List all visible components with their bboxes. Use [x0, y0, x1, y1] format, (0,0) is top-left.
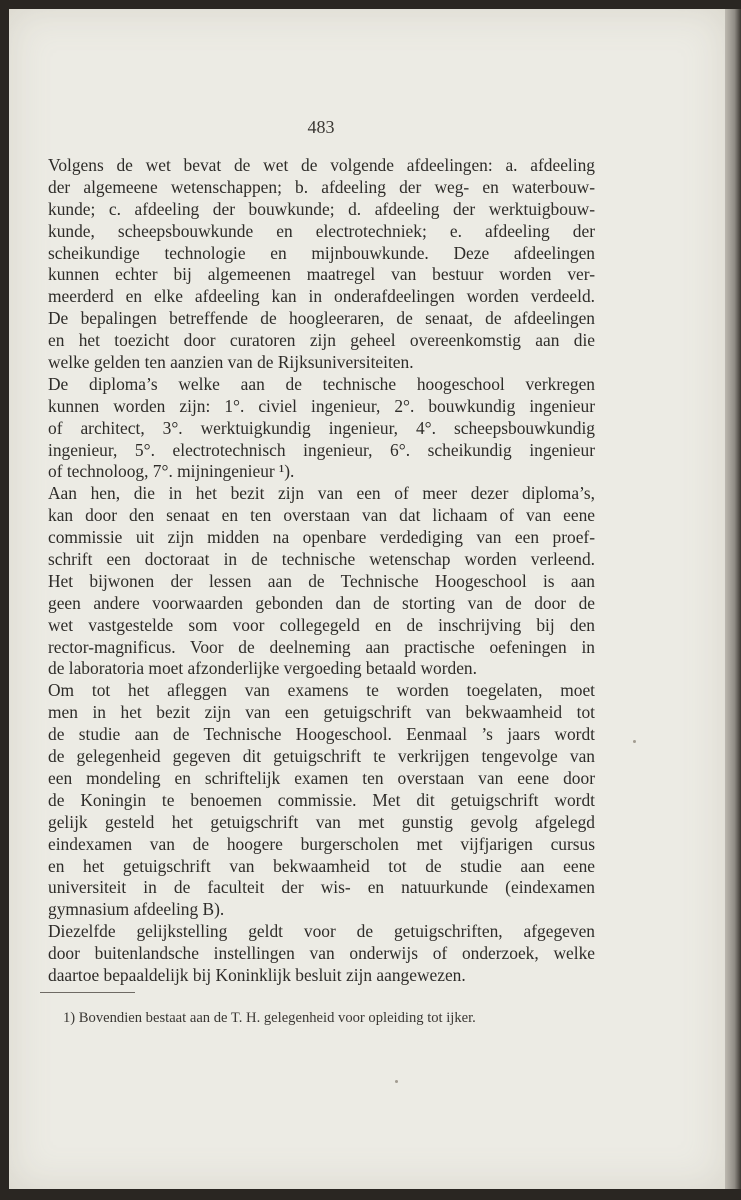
text-line: de gelegenheid gegeven dit getuigschrift te verkrijgen tengevolge van: [48, 746, 595, 767]
text-line: kunnen worden zijn: 1°. civiel ingenieur, 2°. bouwkundig ingenieur: [48, 395, 595, 416]
footnote-divider: [40, 992, 135, 993]
text-line: kunnen echter bij algemeenen maatregel van bestuur worden ver-: [48, 264, 595, 285]
text-line: De bepalingen betreffende de hoogleeraren, de senaat, de afdeelingen: [48, 308, 595, 329]
paper-speck: [633, 740, 636, 743]
text-line: universiteit in de faculteit der wis- en natuurkunde (eindexamen: [48, 877, 595, 898]
text-line: Aan hen, die in het bezit zijn van een of meer dezer diploma’s,: [48, 483, 595, 504]
text-line: kan door den senaat en ten overstaan van dat lichaam of van eene: [48, 505, 595, 526]
text-line: Volgens de wet bevat de wet de volgende afdeelingen: a. afdeeling: [48, 155, 595, 175]
text-line: scheikundige technologie en mijnbouwkunde. Deze afdeelingen: [48, 242, 595, 263]
text-line: geen andere voorwaarden gebonden dan de storting van de door de: [48, 592, 595, 613]
text-line: commissie uit zijn midden na openbare verdediging van een proef-: [48, 527, 595, 548]
text-line: De diploma’s welke aan de technische hoogeschool verkregen: [48, 373, 595, 394]
text-line: rector-magnificus. Voor de deelneming aan practische oefeningen in: [48, 636, 595, 657]
text-line: de laboratoria moet afzonderlijke vergoeding betaald worden.: [48, 658, 477, 679]
body-text: [48, 155, 595, 987]
text-line: kunde; c. afdeeling der bouwkunde; d. afdeeling der werktuigbouw-: [48, 198, 595, 219]
text-line: en het toezicht door curatoren zijn geheel overeenkomstig aan die: [48, 330, 595, 351]
text-line: daartoe bepaaldelijk bij Koninklijk besluit zijn aangewezen.: [48, 964, 466, 985]
text-line: meerderd en elke afdeeling kan in onderafdeelingen worden verdeeld.: [48, 286, 595, 307]
text-line: Diezelfde gelijkstelling geldt voor de getuigschriften, afgegeven: [48, 921, 595, 942]
page-number: 483: [307, 117, 335, 137]
text-line: de Koningin te benoemen commissie. Met dit getuigschrift wordt: [48, 789, 595, 810]
text-line: ingenieur, 5°. electrotechnisch ingenieur, 6°. scheikundig ingenieur: [48, 439, 595, 460]
text-line: gymnasium afdeeling B).: [48, 899, 225, 920]
text-line: of technoloog, 7°. mijningenieur ¹).: [48, 461, 295, 482]
text-line: men in het bezit zijn van een getuigschrift van bekwaamheid tot: [48, 702, 595, 723]
text-line: Het bijwonen der lessen aan de Technische Hoogeschool is aan: [48, 570, 595, 591]
text-line: of architect, 3°. werktuigkundig ingenieur, 4°. scheepsbouwkundig: [48, 417, 595, 438]
text-line: Om tot het afleggen van examens te worden toegelaten, moet: [48, 680, 595, 701]
text-line: eindexamen van de hoogere burgerscholen met vijfjarigen cursus: [48, 833, 595, 854]
text-line: de studie aan de Technische Hoogeschool. Eenmaal ’s jaars wordt: [48, 724, 595, 745]
footnote: 1) Bovendien bestaat aan de T. H. gelegenheid voor opleiding tot ijker.: [63, 1010, 476, 1026]
paper-speck: [395, 1080, 398, 1083]
text-line: der algemeene wetenschappen; b. afdeeling der weg- en waterbouw-: [48, 176, 595, 197]
text-line: en het getuigschrift van bekwaamheid tot de studie aan eene: [48, 855, 595, 876]
text-line: welke gelden ten aanzien van de Rijksuniversiteiten.: [48, 352, 414, 373]
text-line: gelijk gesteld het getuigschrift van met gunstig gevolg afgelegd: [48, 811, 595, 832]
text-line: schrift een doctoraat in de technische wetenschap worden verleend.: [48, 549, 595, 570]
text-line: door buitenlandsche instellingen van onderwijs of onderzoek, welke: [48, 943, 595, 964]
text-line: een mondeling en schriftelijk examen ten overstaan van eene door: [48, 767, 595, 788]
page-edge: [725, 9, 741, 1189]
text-line: kunde, scheepsbouwkunde en electrotechniek; e. afdeeling der: [48, 220, 595, 241]
text-line: wet vastgestelde som voor collegegeld en de inschrijving bij den: [48, 614, 595, 635]
